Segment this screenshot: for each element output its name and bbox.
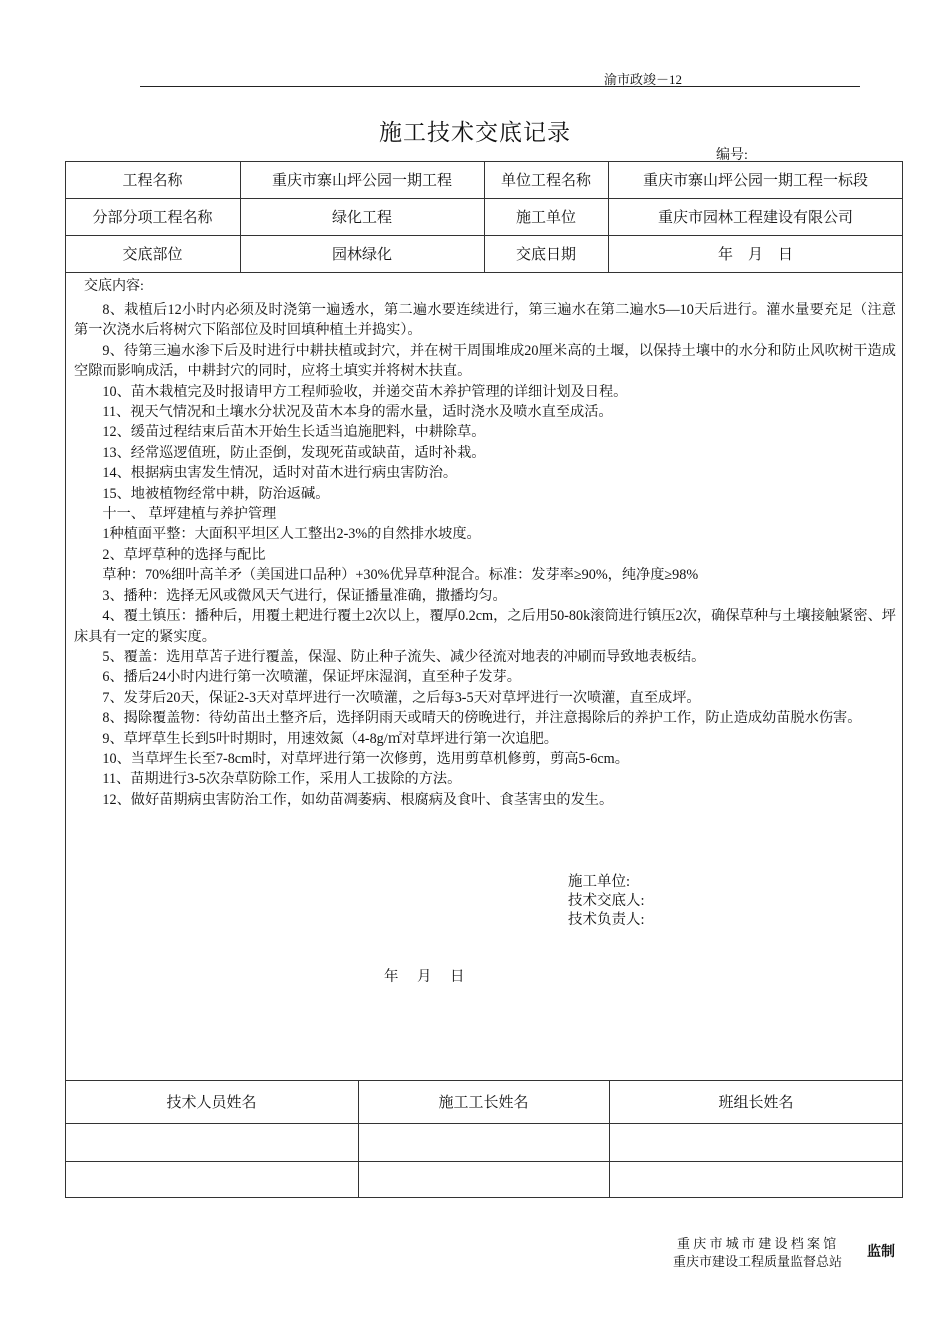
content-paragraph: 12、缓苗过程结束后苗木开始生长适当追施肥料，中耕除草。 [102,424,486,441]
foreman-name-cell-2[interactable] [358,1161,609,1198]
header-code: 渝市政竣－12 [604,72,683,87]
content-paragraph: 14、根据病虫害发生情况，适时对苗木进行病虫害防治。 [102,465,458,482]
content-label: 交底内容: [84,279,144,294]
footer-stamp: 监制 [867,1244,895,1260]
briefing-part-value: 园林绿化 [331,247,392,263]
content-paragraph: 5、覆盖：选用草苫子进行覆盖，保湿、防止种子流失、减少径流对地表的冲刷而导致地表板结。 [102,648,706,665]
foreman-name-header: 施工工长姓名 [438,1095,529,1111]
content-paragraph: 十一、 草坪建植与养护管理 [102,506,277,523]
content-paragraph: 11、苗期进行3-5次杂草防除工作，采用人工拔除的方法。 [102,771,462,788]
content-paragraph: 9、待第三遍水渗下后及时进行中耕扶植或封穴，并在树干周围堆成20厘米高的土堰，以保持土壤中的水分和防止风吹树干造成空隙而影响成活，中耕封穴的同时，应将土填实并将树木扶直。 [74,342,896,380]
content-paragraph: 13、经常巡逻值班，防止歪倒，发现死苗或缺苗，适时补栽。 [102,444,486,461]
content-paragraph: 8、揭除覆盖物：待幼苗出土整齐后，选择阴雨天或晴天的傍晚进行，并注意揭除后的养护工作，防止造成幼苗脱水伤害。 [102,710,862,727]
footer-org-archive: 重 庆 市 城 市 建 设 档 案 馆 [677,1236,837,1251]
briefing-date-label: 交底日期 [515,247,576,263]
team-leader-name-cell-1[interactable] [609,1123,903,1161]
content-paragraph: 1种植面平整：大面积平坦区人工整出2-3%的自然排水坡度。 [102,526,481,543]
content-paragraph: 11、视天气情况和土壤水分状况及苗木本身的需水量，适时浇水及喷水直至成活。 [102,404,613,421]
tech-staff-name-cell-2[interactable] [65,1161,358,1198]
construction-unit-value: 重庆市园林工程建设有限公司 [657,210,853,226]
unit-project-label: 单位工程名称 [500,173,591,189]
page-title: 施工技术交底记录 [379,120,571,146]
project-name-label: 工程名称 [122,173,183,189]
sub-project-value: 绿化工程 [331,210,392,226]
content-paragraph: 2、草坪草种的选择与配比 [102,546,266,563]
signature-unit-label: 施工单位: [568,874,631,890]
project-name-value: 重庆市寨山坪公园一期工程 [271,173,452,189]
content-paragraph: 7、发芽后20天，保证2-3天对草坪进行一次喷灌，之后每3-5天对草坪进行一次喷灌，直至成坪。 [102,689,701,706]
content-paragraph: 4、覆土镇压：播种后，用覆土耙进行覆土2次以上，覆厚0.2cm，之后用50-80k滚筒进行镇压2次，确保草种与土壤接触紧密、坪床具有一定的紧实度。 [74,608,896,645]
document-number-label: 编号: [716,148,748,163]
content-paragraph: 9、草坪草生长到5叶时期时，用速效氮（4-8g/㎡对草坪进行第一次追肥。 [102,730,558,747]
footer-org-quality: 重庆市建设工程质量监督总站 [673,1254,843,1269]
signature-date: 年 月 日 [384,969,467,985]
sub-project-label: 分部分项工程名称 [92,210,213,226]
tech-staff-name-cell-1[interactable] [65,1123,358,1161]
content-body [74,300,896,810]
team-leader-name-cell-2[interactable] [609,1161,903,1198]
header-rule [140,86,860,87]
signature-tech-label: 技术交底人: [568,893,645,909]
row-divider [65,272,903,273]
content-paragraph: 6、播后24小时内进行第一次喷灌，保证坪床湿润，直至种子发芽。 [102,669,521,686]
content-paragraph: 12、做好苗期病虫害防治工作，如幼苗凋萎病、根腐病及食叶、食茎害虫的发生。 [102,791,614,808]
content-paragraph: 3、播种：选择无风或微风天气进行，保证播量准确，撒播均匀。 [102,587,507,604]
briefing-date-value: 年 月 日 [717,247,793,263]
foreman-name-cell-1[interactable] [358,1123,609,1161]
tech-staff-name-header: 技术人员姓名 [166,1095,257,1111]
signature-lead-label: 技术负责人: [568,912,645,928]
construction-unit-label: 施工单位 [515,210,576,226]
content-paragraph: 15、地被植物经常中耕，防治返碱。 [102,485,330,502]
briefing-part-label: 交底部位 [122,247,183,263]
unit-project-value: 重庆市寨山坪公园一期工程一标段 [642,173,868,189]
content-paragraph: 8、栽植后12小时内必须及时浇第一遍透水，第二遍水要连续进行，第三遍水在第二遍水5—10天后进行。灌水量要充足（注意第一次浇水后将树穴下陷部位及时回填种植土并捣实）。 [74,302,896,339]
content-paragraph: 10、苗木栽植完及时报请甲方工程师验收，并递交苗木养护管理的详细计划及日程。 [102,383,628,400]
team-leader-name-header: 班组长姓名 [718,1095,794,1111]
content-paragraph: 10、当草坪生长至7-8cm时，对草坪进行第一次修剪，选用剪草机修剪，剪高5-6cm。 [102,750,629,767]
content-paragraph: 草种：70%细叶高羊矛（美国进口品种）+30%优异草种混合。标准：发芽率≥90%，纯净度≥98% [102,567,699,584]
